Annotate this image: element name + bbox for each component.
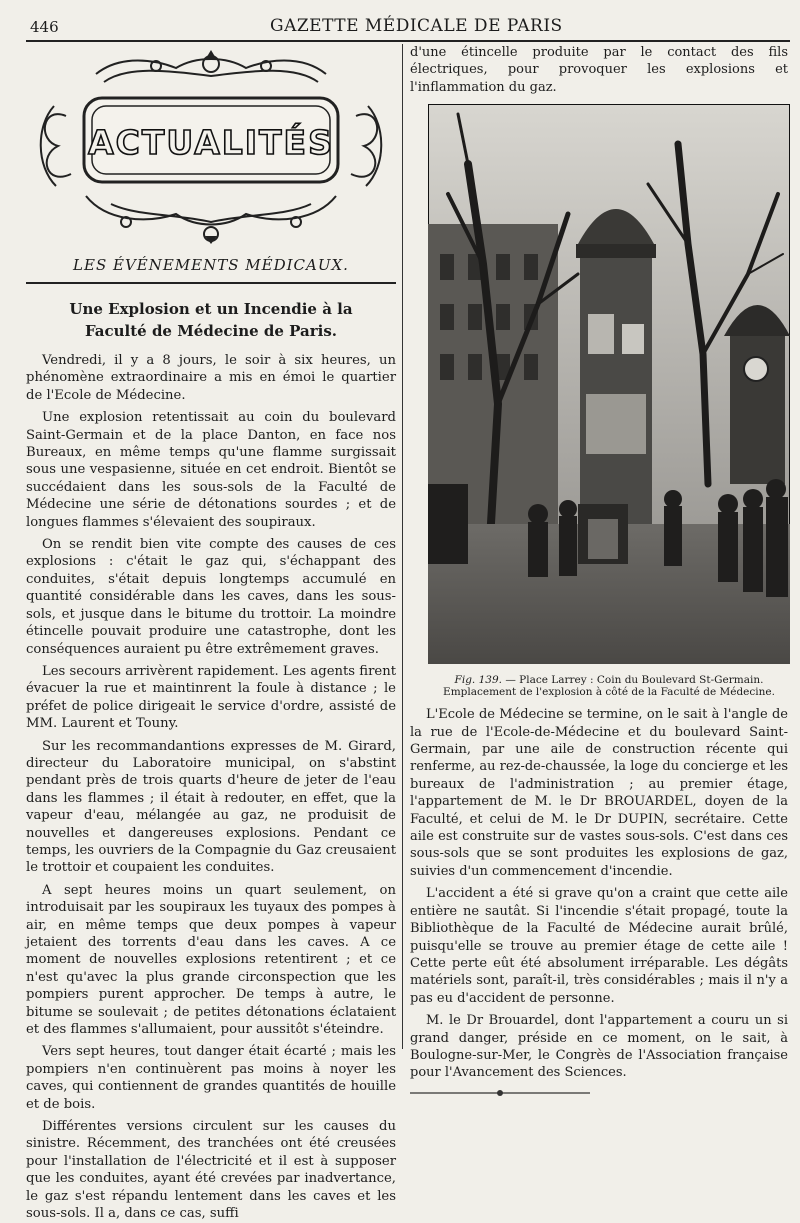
paragraph: Vendredi, il y a 8 jours, le soir à six heures, un phénomène extraordinaire a mis en émoi le quartier de l'Ecole de Médecine. [26, 353, 396, 403]
running-title: GAZETTE MÉDICALE DE PARIS [270, 16, 563, 36]
paragraph: A sept heures moins un quart seulement, on introduisait par les soupiraux les tuyaux des pompes à air, en même temps que deux pompes à vapeur jetaient des torrents d'eau dans les caves. A ce moment de nouvelles explosions retentirent ; et ce n'est qu'avec la plus grande circonspection que les pompiers purent approcher. De temps à autre, le bitume se soulevait ; de petites détonations éclataient et des flammes s'allumaient, pour aussitôt s'éteindre. [26, 882, 396, 1038]
article-body-left [26, 352, 396, 1223]
paragraph: On se rendit bien vite compte des causes de ces explosions : c'était le gaz qui, s'échappant des conduites, s'était depuis longtemps accumulé en quantité considérable dans les caves, dans les sous-sols, et jusque dans le bitume du trottoir. La moindre étincelle pouvait produire une catastrophe, dont les conséquences auraient pu être extrêmement graves. [26, 537, 396, 657]
section-heading: LES ÉVÉNEMENTS MÉDICAUX. [73, 256, 349, 274]
street-photograph [428, 104, 790, 664]
section-rule [26, 282, 396, 284]
paragraph: Une explosion retentissait au coin du boulevard Saint-Germain et de la place Danton, en face nos Bureaux, en même temps qu'une flamme surgissait sous une vespasienne, située en cet endroit. Bientôt se succédaient dans les sous-sols de la Faculté de Médecine une série de détonations sourdes ; et de longues flammes s'élevaient des soupiraux. [26, 410, 396, 530]
paragraph: Les secours arrivèrent rapidement. Les agents firent évacuer la rue et maintinrent la foule à distance ; le préfet de police dirigeait le service d'ordre, assisté de MM. Laurent et Touny. [26, 663, 396, 732]
paragraph: Différentes versions circulent sur les causes du sinistre. Récemment, des tranchées ont été creusées pour l'installation de l'électricité et il est à supposer que les conduites, ayant été crevées par inadvertance, le gaz s'est répandu lentement dans les caves et les sous-sols. Il a, dans ce cas, suffi [26, 1119, 396, 1222]
article-title: Une Explosion et un Incendie à la Faculté de Médecine de Paris. [69, 300, 353, 340]
figure-caption [428, 674, 790, 698]
paragraph: Vers sept heures, tout danger était écarté ; mais les pompiers n'en continuèrent pas moins à noyer les caves, qui contiennent de grandes quantités de houille et de bois. [26, 1044, 396, 1112]
article-body-right [410, 706, 788, 1082]
right-column [410, 44, 788, 1101]
caption-line-1: — Place Larrey : Coin du Boulevard St-Germain. [505, 674, 764, 687]
banner-title: ACTUALITÉS [88, 123, 334, 162]
caption-line-2: Emplacement de l'explosion à côté de la Faculté de Médecine. [443, 686, 775, 699]
paragraph: L'accident a été si grave qu'on a craint que cette aile entière ne sautât. Si l'incendie s'était propagé, toute la Bibliothèque de la Faculté de Médecine aurait brûlé, puisqu'elle se trouve au premier étage de cette aile ! Cette perte eût été absolument irréparable. Les dégâts matériels sont, paraît-il, très considérables ; mais il n'y a pas eu d'accident de personne. [410, 886, 788, 1006]
article-body-right-intro [410, 44, 788, 96]
paragraph: Sur les recommandantions expresses de M. Girard, directeur du Laboratoire municipal, on s'abstint pendant près de trois quarts d'heure de jeter de l'eau dans les flammes ; il était à redouter, en effet, que la vapeur d'eau, mélangée au gaz, ne produisit de nouvelles et dangereuses explosions. Pendant ce temps, les ouvriers de la Compagnie du Gaz creusaient le trottoir et coupaient les conduites. [26, 738, 396, 876]
figure-number: Fig. 139. [454, 674, 502, 687]
left-column [26, 46, 396, 1223]
header-rule [26, 40, 790, 42]
actualites-banner [26, 46, 396, 246]
paragraph: L'Ecole de Médecine se termine, on le sait à l'angle de la rue de l'Ecole-de-Médecine et du boulevard Saint-Germain, par une aile de construction récente qui renferme, au rez-de-chaussée, la loge du concierge et les bureaux de l'administration ; au premier étage, l'appartement de M. le Dr BROUARDEL, doyen de la Faculté, et celui de M. le Dr DUPIN, secrétaire. Cette aile est construite sur de vastes sous-sols. C'est dans ces sous-sols que se sont produites les explosions de gaz, suivies d'un commencement d'incendie. [410, 707, 788, 879]
page-number: 446 [30, 18, 59, 36]
end-ornament [410, 1089, 590, 1097]
paragraph-continuation: d'une étincelle produite par le contact des fils électriques, pour provoquer les explosions et l'inflammation du gaz. [410, 45, 788, 95]
paragraph: M. le Dr Brouardel, dont l'appartement a couru un si grand danger, préside en ce moment, on le sait, à Boulogne-sur-Mer, le Congrès de l'Association française pour l'Avancement des Sciences. [410, 1013, 788, 1081]
column-rule [402, 44, 403, 1049]
